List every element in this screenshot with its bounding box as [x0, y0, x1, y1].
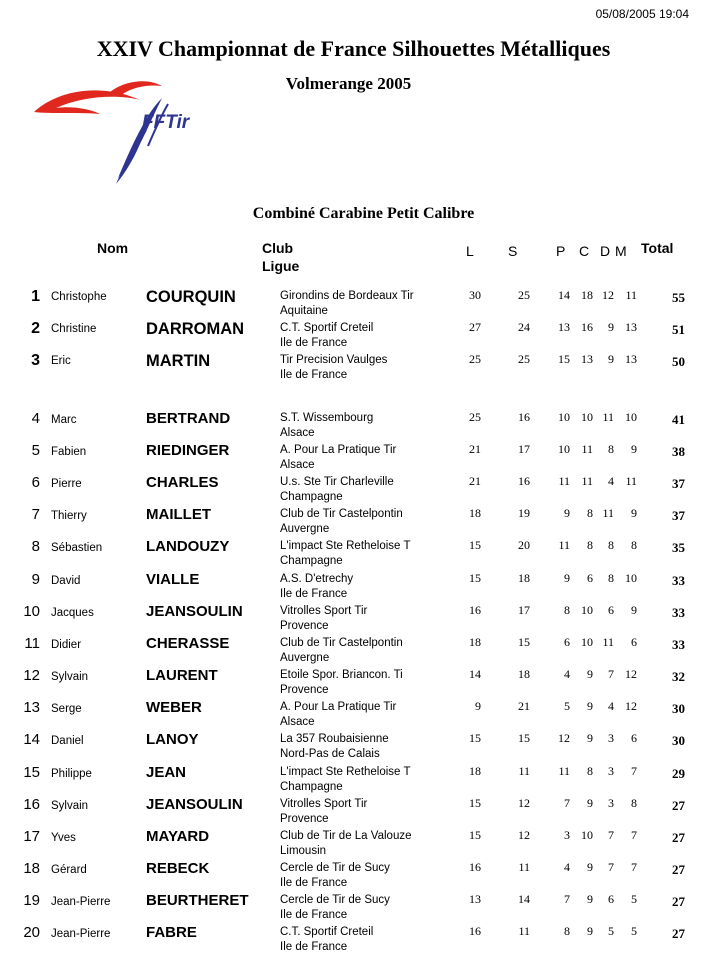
last-name-cell: JEANSOULIN	[146, 603, 243, 620]
club-cell: L'impact Ste Retheloise T	[280, 540, 411, 552]
score-m-cell: 11	[625, 288, 637, 302]
score-m-cell: 8	[631, 796, 637, 810]
score-m-cell: 7	[631, 764, 637, 778]
score-s-cell: 19	[518, 506, 530, 520]
score-s-cell: 14	[518, 892, 530, 906]
last-name-cell: BEURTHERET	[146, 892, 249, 909]
header-nom: Nom	[97, 240, 129, 256]
first-name-cell: Jacques	[51, 607, 94, 619]
score-c-cell: 9	[587, 731, 593, 745]
score-d-cell: 6	[608, 603, 614, 617]
rank-cell: 7	[31, 506, 40, 523]
rank-cell: 5	[31, 442, 40, 459]
first-name-cell: Gérard	[51, 864, 87, 876]
last-name-cell: REBECK	[146, 860, 210, 877]
ligue-cell: Aquitaine	[280, 305, 328, 317]
ligue-cell: Provence	[280, 813, 329, 825]
score-l-cell: 14	[469, 667, 481, 681]
club-cell: La 357 Roubaisienne	[280, 733, 389, 745]
rank-cell: 16	[23, 796, 40, 813]
club-cell: A. Pour La Pratique Tir	[280, 701, 397, 713]
score-m-cell: 8	[631, 538, 637, 552]
score-s-cell: 21	[518, 699, 530, 713]
first-name-cell: Eric	[51, 355, 71, 367]
score-s-cell: 11	[518, 764, 530, 778]
score-c-cell: 9	[587, 860, 593, 874]
ligue-cell: Provence	[280, 684, 329, 696]
club-cell: C.T. Sportif Creteil	[280, 926, 374, 938]
score-m-cell: 10	[625, 410, 637, 424]
score-c-cell: 9	[587, 699, 593, 713]
score-l-cell: 15	[469, 571, 481, 585]
first-name-cell: Sylvain	[51, 800, 89, 812]
ligue-cell: Ile de France	[280, 909, 348, 921]
score-c-cell: 9	[587, 667, 593, 681]
score-d-cell: 9	[608, 320, 614, 334]
first-name-cell: Fabien	[51, 446, 87, 458]
ligue-cell: Ile de France	[280, 337, 348, 349]
ligue-cell: Limousin	[280, 845, 327, 857]
club-cell: Club de Tir de La Valouze	[280, 830, 412, 842]
last-name-cell: LANOY	[146, 731, 199, 748]
last-name-cell: COURQUIN	[146, 288, 236, 306]
club-cell: Vitrolles Sport Tir	[280, 798, 368, 810]
total-cell: 32	[672, 669, 685, 684]
score-m-cell: 11	[625, 474, 637, 488]
table-row	[0, 635, 707, 667]
section-title: Combiné Carabine Petit Calibre	[252, 205, 475, 222]
score-p-cell: 9	[564, 571, 570, 585]
rank-cell: 8	[31, 538, 40, 555]
rank-cell: 13	[23, 699, 40, 716]
score-l-cell: 16	[469, 603, 481, 617]
first-name-cell: Yves	[51, 832, 76, 844]
ligue-cell: Champagne	[280, 491, 343, 503]
score-l-cell: 18	[469, 506, 481, 520]
score-d-cell: 7	[608, 828, 614, 842]
header-m: M	[615, 243, 627, 259]
score-c-cell: 10	[581, 603, 593, 617]
first-name-cell: Sylvain	[51, 671, 89, 683]
score-m-cell: 6	[631, 731, 637, 745]
score-s-cell: 15	[518, 635, 530, 649]
score-s-cell: 18	[518, 571, 530, 585]
score-s-cell: 17	[518, 603, 530, 617]
score-p-cell: 15	[558, 352, 570, 366]
total-cell: 37	[672, 476, 685, 491]
table-row	[0, 410, 707, 442]
score-p-cell: 11	[558, 538, 570, 552]
rank-cell: 11	[24, 635, 40, 652]
first-name-cell: Thierry	[51, 510, 87, 522]
score-l-cell: 16	[469, 860, 481, 874]
last-name-cell: LANDOUZY	[146, 538, 230, 555]
score-s-cell: 12	[518, 828, 530, 842]
score-p-cell: 12	[558, 731, 570, 745]
last-name-cell: WEBER	[146, 699, 202, 716]
score-l-cell: 15	[469, 538, 481, 552]
header-p: P	[556, 243, 566, 259]
score-m-cell: 10	[625, 571, 637, 585]
score-d-cell: 3	[608, 764, 614, 778]
first-name-cell: Christophe	[51, 291, 107, 303]
score-m-cell: 6	[631, 635, 637, 649]
ligue-cell: Ile de France	[280, 369, 348, 381]
total-cell: 33	[672, 605, 685, 620]
table-row	[0, 571, 707, 603]
score-c-cell: 8	[587, 538, 593, 552]
rank-cell: 6	[31, 474, 40, 491]
last-name-cell: CHERASSE	[146, 635, 230, 652]
score-l-cell: 18	[469, 764, 481, 778]
score-m-cell: 12	[625, 667, 637, 681]
header-s: S	[508, 243, 518, 259]
total-cell: 27	[672, 894, 685, 909]
score-d-cell: 4	[608, 699, 614, 713]
score-p-cell: 11	[558, 474, 570, 488]
club-cell: C.T. Sportif Creteil	[280, 322, 374, 334]
score-d-cell: 7	[608, 860, 614, 874]
score-s-cell: 11	[518, 860, 530, 874]
score-c-cell: 8	[587, 764, 593, 778]
ligue-cell: Champagne	[280, 781, 343, 793]
score-d-cell: 8	[608, 571, 614, 585]
score-c-cell: 9	[587, 924, 593, 938]
score-c-cell: 13	[581, 352, 593, 366]
total-cell: 37	[672, 508, 685, 523]
total-cell: 33	[672, 637, 685, 652]
rank-cell: 15	[23, 764, 40, 781]
score-s-cell: 17	[518, 442, 530, 456]
table-row	[0, 924, 707, 956]
score-p-cell: 5	[564, 699, 570, 713]
last-name-cell: CHARLES	[146, 474, 219, 491]
page-subtitle: Volmerange 2005	[285, 74, 412, 93]
score-m-cell: 5	[631, 892, 637, 906]
club-cell: Club de Tir Castelpontin	[280, 508, 403, 520]
first-name-cell: Jean-Pierre	[51, 928, 111, 940]
club-cell: S.T. Wissembourg	[280, 412, 374, 424]
total-cell: 41	[672, 412, 685, 427]
last-name-cell: JEANSOULIN	[146, 796, 243, 813]
first-name-cell: Philippe	[51, 768, 92, 780]
score-c-cell: 10	[581, 635, 593, 649]
score-s-cell: 16	[518, 474, 530, 488]
total-cell: 27	[672, 926, 685, 941]
ligue-cell: Alsace	[280, 427, 315, 439]
score-d-cell: 4	[608, 474, 614, 488]
first-name-cell: Didier	[51, 639, 82, 651]
score-s-cell: 25	[518, 288, 530, 302]
header-l: L	[466, 243, 474, 259]
rank-cell: 9	[31, 571, 40, 588]
table-row	[0, 288, 707, 320]
fftir-logo	[30, 78, 230, 188]
score-c-cell: 11	[581, 474, 593, 488]
score-p-cell: 6	[564, 635, 570, 649]
table-row	[0, 699, 707, 731]
ligue-cell: Alsace	[280, 716, 315, 728]
score-p-cell: 8	[564, 603, 570, 617]
table-row	[0, 731, 707, 763]
score-l-cell: 13	[469, 892, 481, 906]
last-name-cell: MAILLET	[146, 506, 211, 523]
score-s-cell: 11	[518, 924, 530, 938]
score-m-cell: 7	[631, 860, 637, 874]
total-cell: 30	[672, 733, 685, 748]
first-name-cell: Marc	[51, 414, 77, 426]
ligue-cell: Alsace	[280, 459, 315, 471]
table-row	[0, 506, 707, 538]
score-p-cell: 3	[564, 828, 570, 842]
score-d-cell: 12	[602, 288, 614, 302]
table-row	[0, 828, 707, 860]
club-cell: L'impact Ste Retheloise T	[280, 766, 411, 778]
score-d-cell: 11	[602, 506, 614, 520]
score-p-cell: 11	[558, 764, 570, 778]
table-row	[0, 352, 707, 384]
rank-cell: 18	[23, 860, 40, 877]
last-name-cell: MAYARD	[146, 828, 210, 845]
score-d-cell: 11	[602, 635, 614, 649]
score-m-cell: 12	[625, 699, 637, 713]
club-cell: Girondins de Bordeaux Tir	[280, 290, 414, 302]
score-s-cell: 16	[518, 410, 530, 424]
rank-cell: 10	[23, 603, 40, 620]
ligue-cell: Provence	[280, 620, 329, 632]
table-row	[0, 442, 707, 474]
score-l-cell: 18	[469, 635, 481, 649]
score-l-cell: 27	[469, 320, 481, 334]
score-s-cell: 24	[518, 320, 530, 334]
club-cell: A.S. D'etrechy	[280, 573, 354, 585]
rank-cell: 17	[23, 828, 40, 845]
total-cell: 27	[672, 798, 685, 813]
table-row	[0, 603, 707, 635]
print-timestamp: 05/08/2005 19:04	[595, 7, 689, 21]
header-club: Club	[262, 240, 294, 256]
last-name-cell: MARTIN	[146, 352, 211, 370]
score-p-cell: 13	[558, 320, 570, 334]
score-s-cell: 20	[518, 538, 530, 552]
score-s-cell: 15	[518, 731, 530, 745]
last-name-cell: LAURENT	[146, 667, 218, 684]
first-name-cell: Jean-Pierre	[51, 896, 111, 908]
score-p-cell: 4	[564, 667, 570, 681]
score-c-cell: 8	[587, 506, 593, 520]
score-c-cell: 11	[581, 442, 593, 456]
table-row	[0, 667, 707, 699]
score-d-cell: 9	[608, 352, 614, 366]
score-l-cell: 9	[475, 699, 481, 713]
total-cell: 33	[672, 573, 685, 588]
score-p-cell: 7	[564, 892, 570, 906]
score-m-cell: 13	[625, 320, 637, 334]
club-cell: Cercle de Tir de Sucy	[280, 862, 390, 874]
total-cell: 35	[672, 540, 685, 555]
total-cell: 51	[672, 322, 685, 337]
rank-cell: 12	[23, 667, 40, 684]
score-d-cell: 5	[608, 924, 614, 938]
rank-cell: 1	[31, 288, 40, 305]
last-name-cell: RIEDINGER	[146, 442, 230, 459]
rank-cell: 4	[31, 410, 40, 427]
table-row	[0, 320, 707, 352]
rank-cell: 3	[31, 352, 40, 369]
score-m-cell: 7	[631, 828, 637, 842]
score-c-cell: 18	[581, 288, 593, 302]
total-cell: 50	[672, 354, 685, 369]
score-m-cell: 5	[631, 924, 637, 938]
club-cell: Vitrolles Sport Tir	[280, 605, 368, 617]
table-row	[0, 796, 707, 828]
last-name-cell: BERTRAND	[146, 410, 231, 427]
page-title: XXIV Championnat de France Silhouettes Métalliques	[96, 36, 611, 61]
score-c-cell: 16	[581, 320, 593, 334]
header-total: Total	[641, 240, 674, 256]
ligue-cell: Nord-Pas de Calais	[280, 748, 380, 760]
score-l-cell: 30	[469, 288, 481, 302]
score-p-cell: 4	[564, 860, 570, 874]
score-s-cell: 25	[518, 352, 530, 366]
ligue-cell: Auvergne	[280, 652, 330, 664]
logo-text: FFTir	[142, 112, 190, 133]
last-name-cell: FABRE	[146, 924, 197, 941]
club-cell: Cercle de Tir de Sucy	[280, 894, 390, 906]
score-l-cell: 21	[469, 442, 481, 456]
score-c-cell: 10	[581, 410, 593, 424]
rank-cell: 2	[31, 320, 40, 337]
first-name-cell: Pierre	[51, 478, 82, 490]
score-l-cell: 25	[469, 410, 481, 424]
score-p-cell: 8	[564, 924, 570, 938]
total-cell: 27	[672, 830, 685, 845]
total-cell: 29	[672, 766, 685, 781]
ligue-cell: Ile de France	[280, 941, 348, 953]
score-p-cell: 10	[558, 442, 570, 456]
score-c-cell: 10	[581, 828, 593, 842]
first-name-cell: Sébastien	[51, 542, 103, 554]
score-s-cell: 18	[518, 667, 530, 681]
total-cell: 38	[672, 444, 685, 459]
club-cell: A. Pour La Pratique Tir	[280, 444, 397, 456]
club-cell: Etoile Spor. Briancon. Ti	[280, 669, 403, 681]
score-l-cell: 15	[469, 828, 481, 842]
score-c-cell: 9	[587, 796, 593, 810]
last-name-cell: JEAN	[146, 764, 187, 781]
last-name-cell: DARROMAN	[146, 320, 245, 338]
rooster-logo-icon	[30, 78, 230, 188]
table-row	[0, 860, 707, 892]
last-name-cell: VIALLE	[146, 571, 200, 588]
club-cell: Tir Precision Vaulges	[280, 354, 388, 366]
header-d: D	[600, 243, 611, 259]
score-m-cell: 9	[631, 603, 637, 617]
score-m-cell: 13	[625, 352, 637, 366]
score-p-cell: 7	[564, 796, 570, 810]
table-row	[0, 538, 707, 570]
score-p-cell: 14	[558, 288, 570, 302]
first-name-cell: Christine	[51, 323, 97, 335]
ligue-cell: Ile de France	[280, 588, 348, 600]
score-l-cell: 16	[469, 924, 481, 938]
total-cell: 27	[672, 862, 685, 877]
rank-cell: 20	[23, 924, 40, 941]
score-l-cell: 21	[469, 474, 481, 488]
first-name-cell: Serge	[51, 703, 82, 715]
score-c-cell: 6	[587, 571, 593, 585]
score-p-cell: 10	[558, 410, 570, 424]
rank-cell: 19	[23, 892, 40, 909]
score-c-cell: 9	[587, 892, 593, 906]
score-s-cell: 12	[518, 796, 530, 810]
header-c: C	[579, 243, 590, 259]
first-name-cell: David	[51, 575, 81, 587]
score-d-cell: 3	[608, 731, 614, 745]
score-m-cell: 9	[631, 506, 637, 520]
score-l-cell: 15	[469, 796, 481, 810]
total-cell: 55	[672, 290, 685, 305]
score-d-cell: 11	[602, 410, 614, 424]
table-row	[0, 474, 707, 506]
rank-cell: 14	[23, 731, 40, 748]
score-d-cell: 7	[608, 667, 614, 681]
first-name-cell: Daniel	[51, 735, 84, 747]
total-cell: 30	[672, 701, 685, 716]
score-d-cell: 8	[608, 442, 614, 456]
table-row	[0, 764, 707, 796]
header-ligue: Ligue	[262, 258, 300, 274]
club-cell: Club de Tir Castelpontin	[280, 637, 403, 649]
club-cell: U.s. Ste Tir Charleville	[280, 476, 394, 488]
score-m-cell: 9	[631, 442, 637, 456]
score-d-cell: 3	[608, 796, 614, 810]
table-row	[0, 892, 707, 924]
score-l-cell: 15	[469, 731, 481, 745]
ligue-cell: Auvergne	[280, 523, 330, 535]
score-p-cell: 9	[564, 506, 570, 520]
ligue-cell: Champagne	[280, 555, 343, 567]
ligue-cell: Ile de France	[280, 877, 348, 889]
score-d-cell: 8	[608, 538, 614, 552]
score-d-cell: 6	[608, 892, 614, 906]
score-l-cell: 25	[469, 352, 481, 366]
